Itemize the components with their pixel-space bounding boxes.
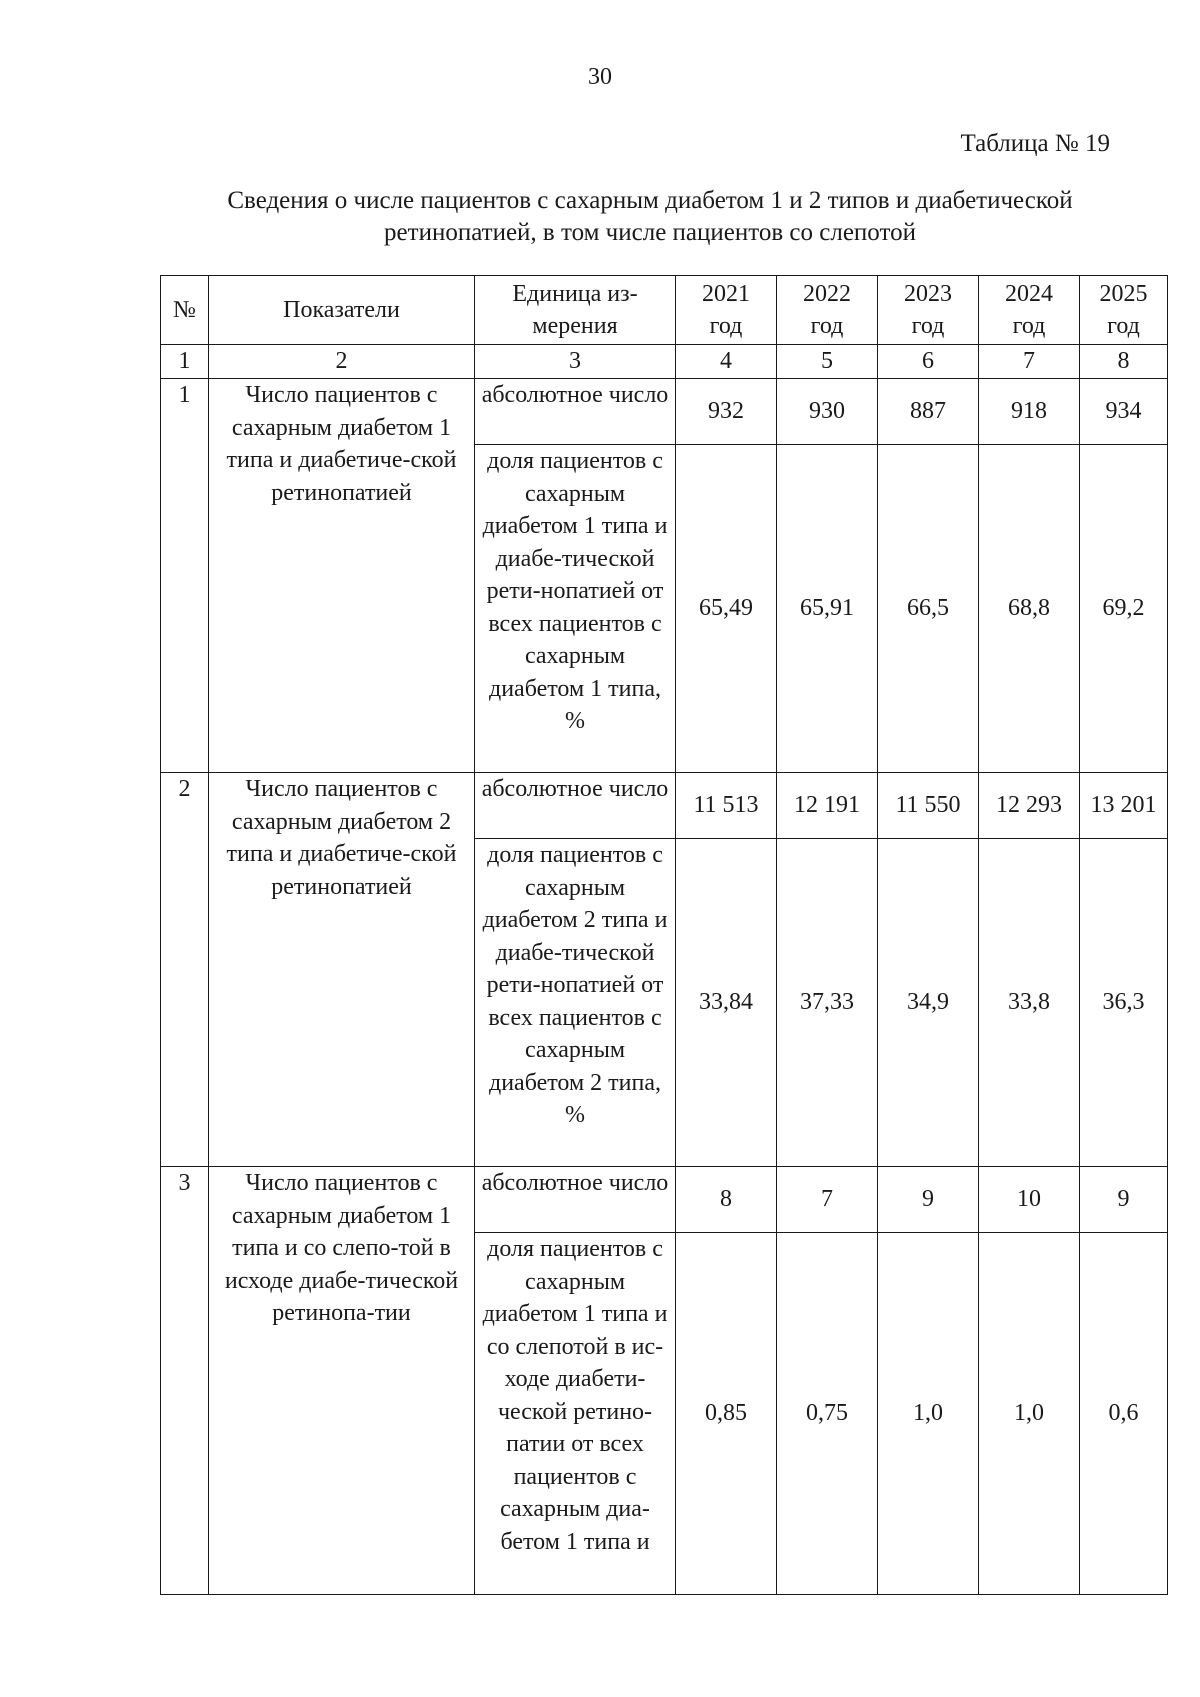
header-year-2022: 2022 год [777, 276, 878, 345]
value-cell: 0,6 [1080, 1233, 1168, 1595]
column-number: 5 [777, 345, 878, 379]
header-year-2024: 2024 год [979, 276, 1080, 345]
value-cell: 37,33 [777, 839, 878, 1167]
value-cell: 13 201 [1080, 773, 1168, 839]
value-cell: 11 550 [878, 773, 979, 839]
table-row [161, 773, 1168, 839]
caption-line-2: ретинопатией, в том числе пациентов со слепотой [384, 219, 916, 246]
unit-absolute: абсолютное число [475, 773, 676, 839]
column-number-row [161, 345, 1168, 379]
value-cell: 65,91 [777, 445, 878, 773]
unit-share: доля пациентов с сахарным диабетом 2 типа и диабе-тической рети-нопатией от всех пациентов с сахарным диабетом 2 типа, % [475, 839, 676, 1167]
value-cell: 36,3 [1080, 839, 1168, 1167]
value-cell: 68,8 [979, 445, 1080, 773]
value-cell: 33,84 [676, 839, 777, 1167]
value-cell: 1,0 [979, 1233, 1080, 1595]
unit-share: доля пациентов с сахарным диабетом 1 типа и со слепотой в ис-ходе диабети-ческой ретино-патии от всех пациентов с сахарным диа-бетом 1 типа и [475, 1233, 676, 1595]
value-cell: 12 293 [979, 773, 1080, 839]
value-cell: 934 [1080, 379, 1168, 445]
header-year-2023: 2023 год [878, 276, 979, 345]
column-number: 1 [161, 345, 209, 379]
value-cell: 9 [1080, 1167, 1168, 1233]
value-cell: 8 [676, 1167, 777, 1233]
column-number: 7 [979, 345, 1080, 379]
table-row [161, 1167, 1168, 1233]
unit-absolute: абсолютное число [475, 1167, 676, 1233]
row-number: 1 [161, 379, 209, 773]
value-cell: 33,8 [979, 839, 1080, 1167]
value-cell: 12 191 [777, 773, 878, 839]
unit-absolute: абсолютное число [475, 379, 676, 445]
column-number: 6 [878, 345, 979, 379]
column-number: 8 [1080, 345, 1168, 379]
data-table [160, 275, 1168, 1595]
value-cell: 66,5 [878, 445, 979, 773]
value-cell: 0,75 [777, 1233, 878, 1595]
header-row [161, 276, 1168, 345]
indicator-cell: Число пациентов с сахарным диабетом 2 типа и диабетиче-ской ретинопатией [209, 773, 475, 1167]
header-year-2021: 2021 год [676, 276, 777, 345]
value-cell: 930 [777, 379, 878, 445]
value-cell: 932 [676, 379, 777, 445]
value-cell: 918 [979, 379, 1080, 445]
value-cell: 9 [878, 1167, 979, 1233]
value-cell: 11 513 [676, 773, 777, 839]
table-caption [150, 185, 1150, 249]
header-year-2025: 2025 год [1080, 276, 1168, 345]
indicator-cell: Число пациентов с сахарным диабетом 1 типа и со слепо-той в исходе диабе-тической ретинопа-тии [209, 1167, 475, 1595]
column-number: 3 [475, 345, 676, 379]
caption-line-1: Сведения о числе пациентов с сахарным диабетом 1 и 2 типов и диабетической [227, 187, 1073, 214]
column-number: 4 [676, 345, 777, 379]
header-number: № [161, 276, 209, 345]
indicator-cell: Число пациентов с сахарным диабетом 1 типа и диабетиче-ской ретинопатией [209, 379, 475, 773]
value-cell: 69,2 [1080, 445, 1168, 773]
value-cell: 0,85 [676, 1233, 777, 1595]
value-cell: 887 [878, 379, 979, 445]
row-number: 2 [161, 773, 209, 1167]
unit-share: доля пациентов с сахарным диабетом 1 типа и диабе-тической рети-нопатией от всех пациентов с сахарным диабетом 1 типа, % [475, 445, 676, 773]
row-number: 3 [161, 1167, 209, 1595]
table-row [161, 379, 1168, 445]
page-number: 30 [588, 64, 612, 90]
column-number: 2 [209, 345, 475, 379]
value-cell: 7 [777, 1167, 878, 1233]
header-unit: Единица из- мерения [475, 276, 676, 345]
table-label: Таблица № 19 [960, 130, 1110, 157]
header-indicator: Показатели [209, 276, 475, 345]
value-cell: 1,0 [878, 1233, 979, 1595]
value-cell: 65,49 [676, 445, 777, 773]
value-cell: 10 [979, 1167, 1080, 1233]
value-cell: 34,9 [878, 839, 979, 1167]
